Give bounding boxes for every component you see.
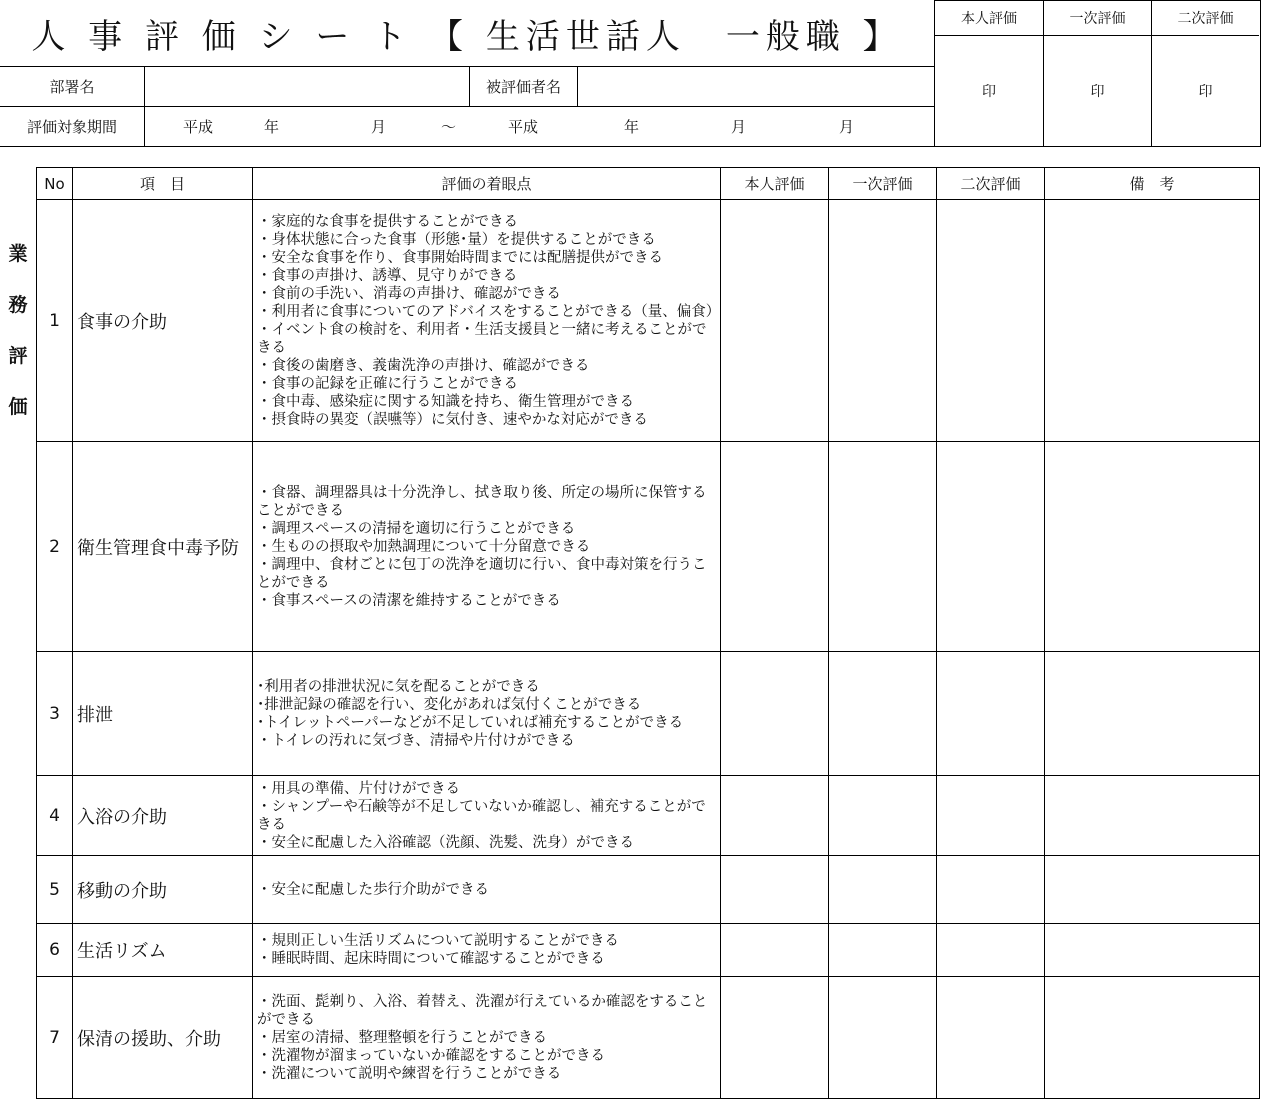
criteria-line: ・規則正しい生活リズムについて説明することができる xyxy=(257,933,619,949)
row-item: 衛生管理食中毒予防 xyxy=(73,442,253,652)
stamp-self[interactable] xyxy=(935,1,1044,146)
table-row xyxy=(37,442,1260,652)
row-item: 食事の介助 xyxy=(73,200,253,442)
row-criteria xyxy=(253,442,721,652)
criteria-line: ・食中毒、感染症に関する知識を持ち、衛生管理ができる xyxy=(257,393,634,410)
row-number: 6 xyxy=(37,924,73,977)
stamp-first-label: 一次評価 xyxy=(1044,1,1151,36)
criteria-line: ・洗面、髭剃り、入浴、着替え、洗濯が行えているか確認をすることができる xyxy=(257,993,708,1028)
first-score-cell[interactable] xyxy=(829,652,937,776)
criteria-line: ・食前の手洗い、消毒の声掛け、確認ができる xyxy=(257,285,561,302)
row-item: 排泄 xyxy=(73,652,253,776)
second-score-cell[interactable] xyxy=(937,776,1045,856)
stamp-boxes xyxy=(935,0,1261,147)
notes-cell[interactable] xyxy=(1045,977,1260,1099)
table-row xyxy=(37,200,1260,442)
first-score-cell[interactable] xyxy=(829,776,937,856)
second-score-cell[interactable] xyxy=(937,200,1045,442)
criteria-line: ・生ものの摂取や加熱調理について十分留意できる xyxy=(257,538,591,555)
criteria-line: ･トイレットペーパーなどが不足していれば補充することができる xyxy=(257,714,684,731)
notes-cell[interactable] xyxy=(1045,442,1260,652)
stamp-second-mark: 印 xyxy=(1198,83,1213,100)
period-label: 評価対象期間 xyxy=(0,107,145,146)
table-row xyxy=(37,856,1260,924)
criteria-line: ・食事の記録を正確に行うことができる xyxy=(257,375,518,392)
second-score-cell[interactable] xyxy=(937,924,1045,977)
criteria-line: ・調理中、食材ごとに包丁の洗浄を適切に行い、食中毒対策を行うことができる xyxy=(257,556,707,591)
section-char: 価 xyxy=(8,396,28,418)
row-item: 入浴の介助 xyxy=(73,776,253,856)
table-row xyxy=(37,652,1260,776)
criteria-line: ・トイレの汚れに気づき、清掃や片付けができる xyxy=(257,732,575,749)
criteria-line: ・摂食時の異変（誤嚥等）に気付き、速やかな対応ができる xyxy=(257,411,648,428)
first-score-cell[interactable] xyxy=(829,856,937,924)
col-header-item: 項 目 xyxy=(73,168,253,200)
notes-cell[interactable] xyxy=(1045,200,1260,442)
col-header-second: 二次評価 xyxy=(937,168,1045,200)
section-char: 業 xyxy=(8,243,28,265)
self-score-cell[interactable] xyxy=(721,652,829,776)
evaluation-table xyxy=(36,167,1260,1099)
row-number: 4 xyxy=(37,776,73,856)
col-header-criteria: 評価の着眼点 xyxy=(253,168,721,200)
criteria-line: ・食器、調理器具は十分洗浄し、拭き取り後、所定の場所に保管することができる xyxy=(257,484,707,519)
criteria-line: ・睡眠時間、起床時間について確認することができる xyxy=(257,951,605,967)
period-month-extra: 月 xyxy=(839,118,855,136)
row-item: 生活リズム xyxy=(73,924,253,977)
notes-cell[interactable] xyxy=(1045,776,1260,856)
row-number: 1 xyxy=(37,200,73,442)
evaluatee-label: 被評価者名 xyxy=(470,67,578,106)
table-row xyxy=(37,924,1260,977)
row-criteria xyxy=(253,652,721,776)
stamp-self-mark: 印 xyxy=(982,83,996,100)
criteria-line: ・居室の清掃、整理整頓を行うことができる xyxy=(257,1029,547,1046)
row-number: 7 xyxy=(37,977,73,1099)
stamp-first-mark: 印 xyxy=(1090,83,1105,100)
criteria-line: ・シャンプーや石鹸等が不足していないか確認し、補充することができる xyxy=(257,798,706,833)
criteria-line: ・安全に配慮した歩行介助ができる xyxy=(257,881,489,898)
notes-cell[interactable] xyxy=(1045,652,1260,776)
col-header-first: 一次評価 xyxy=(829,168,937,200)
self-score-cell[interactable] xyxy=(721,200,829,442)
first-score-cell[interactable] xyxy=(829,442,937,652)
col-header-no: No xyxy=(37,168,73,200)
evaluatee-field[interactable] xyxy=(578,67,933,106)
section-char: 務 xyxy=(8,294,28,316)
period-row xyxy=(0,106,935,147)
period-era-start: 平成 xyxy=(183,118,214,136)
period-tilde: 〜 xyxy=(441,118,457,136)
self-score-cell[interactable] xyxy=(721,856,829,924)
department-label: 部署名 xyxy=(0,67,145,106)
stamp-second-label: 二次評価 xyxy=(1152,1,1259,36)
criteria-line: ・食事の声掛け、誘導、見守りができる xyxy=(257,267,518,284)
notes-cell[interactable] xyxy=(1045,856,1260,924)
department-row xyxy=(0,66,935,106)
self-score-cell[interactable] xyxy=(721,776,829,856)
criteria-line: ・洗濯について説明や練習を行うことができる xyxy=(257,1065,562,1082)
period-year-end: 年 xyxy=(624,118,640,136)
row-criteria xyxy=(253,200,721,442)
row-number: 5 xyxy=(37,856,73,924)
self-score-cell[interactable] xyxy=(721,977,829,1099)
row-criteria xyxy=(253,856,721,924)
criteria-line: ・用具の準備、片付けができる xyxy=(257,780,460,797)
row-criteria xyxy=(253,977,721,1099)
stamp-second[interactable] xyxy=(1152,1,1259,146)
criteria-line: ・安全な食事を作り、食事開始時間までには配膳提供ができる xyxy=(257,249,663,266)
period-era-end: 平成 xyxy=(508,118,539,136)
criteria-line: ･利用者の排泄状況に気を配ることができる xyxy=(257,678,540,695)
col-header-self: 本人評価 xyxy=(721,168,829,200)
row-criteria xyxy=(253,924,721,977)
section-label-business-evaluation xyxy=(0,199,36,1099)
period-month-start: 月 xyxy=(371,118,387,136)
criteria-line: ・イベント食の検討を、利用者・生活支援員と一緒に考えることができる xyxy=(257,321,707,356)
row-number: 3 xyxy=(37,652,73,776)
criteria-line: ・洗濯物が溜まっていないか確認をすることができる xyxy=(257,1047,605,1064)
criteria-line: ・安全に配慮した入浴確認（洗顔、洗髪、洗身）ができる xyxy=(257,834,634,851)
first-score-cell[interactable] xyxy=(829,977,937,1099)
criteria-line: ・調理スペースの清掃を適切に行うことができる xyxy=(257,520,576,537)
criteria-line: ･排泄記録の確認を行い、変化があれば気付くことができる xyxy=(257,696,642,713)
col-header-notes: 備 考 xyxy=(1045,168,1260,200)
row-item: 移動の介助 xyxy=(73,856,253,924)
criteria-line: ・利用者に食事についてのアドバイスをすることができる（量、偏食） xyxy=(257,303,721,320)
table-row xyxy=(37,977,1260,1099)
stamp-first[interactable] xyxy=(1044,1,1152,146)
self-score-cell[interactable] xyxy=(721,924,829,977)
self-score-cell[interactable] xyxy=(721,442,829,652)
row-criteria xyxy=(253,776,721,856)
table-header-row xyxy=(37,168,1260,200)
second-score-cell[interactable] xyxy=(937,442,1045,652)
table-row xyxy=(37,776,1260,856)
second-score-cell[interactable] xyxy=(937,856,1045,924)
notes-cell[interactable] xyxy=(1045,924,1260,977)
criteria-line: ・食事スペースの清潔を維持することができる xyxy=(257,592,561,609)
criteria-line: ・家庭的な食事を提供することができる xyxy=(257,213,518,230)
stamp-self-label: 本人評価 xyxy=(935,1,1043,36)
row-number: 2 xyxy=(37,442,73,652)
criteria-line: ・身体状態に合った食事（形態･量）を提供することができる xyxy=(257,231,656,248)
first-score-cell[interactable] xyxy=(829,200,937,442)
first-score-cell[interactable] xyxy=(829,924,937,977)
section-char: 評 xyxy=(8,345,28,367)
criteria-line: ・食後の歯磨き、義歯洗浄の声掛け、確認ができる xyxy=(257,357,590,374)
sheet-title: 人 事 評 価 シ ー ト 【 生活世話人 一般職 】 xyxy=(0,0,935,66)
period-year-start: 年 xyxy=(264,118,280,136)
period-month-end: 月 xyxy=(731,118,747,136)
second-score-cell[interactable] xyxy=(937,977,1045,1099)
second-score-cell[interactable] xyxy=(937,652,1045,776)
row-item: 保清の援助、介助 xyxy=(73,977,253,1099)
department-field[interactable] xyxy=(145,67,470,106)
